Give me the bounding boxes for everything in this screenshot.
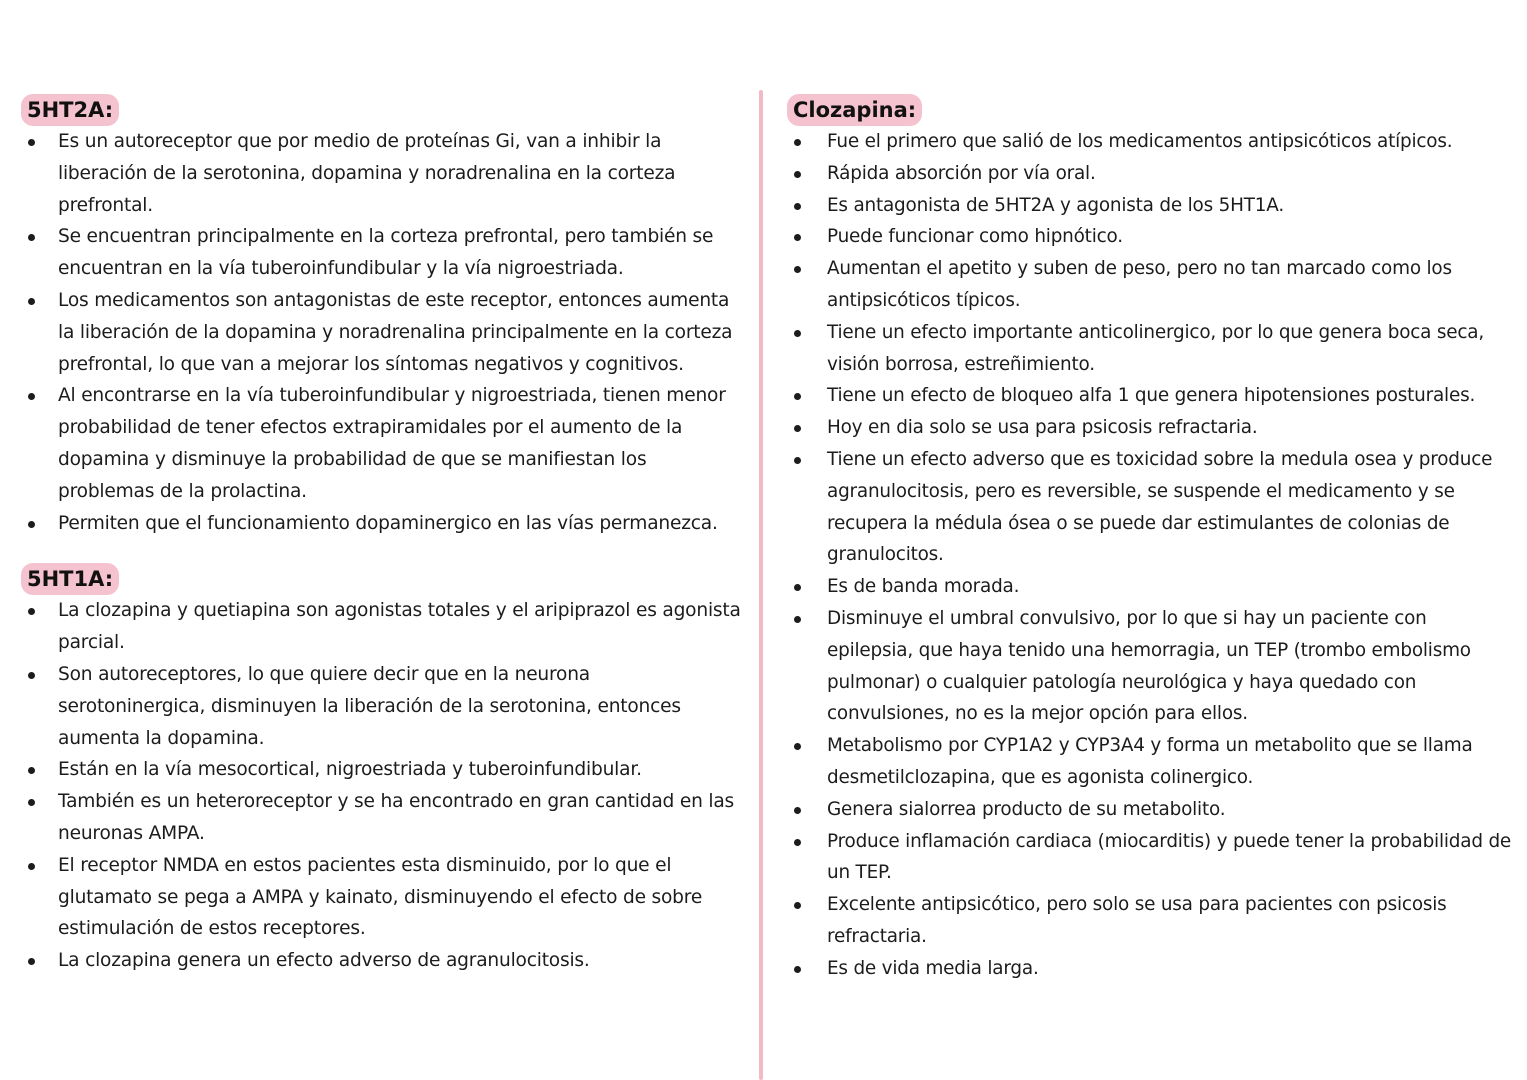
list-item: Excelente antipsicótico, pero solo se usa para pacientes con psicosis refractaria. bbox=[788, 889, 1518, 953]
list-item: Los medicamentos son antagonistas de este receptor, entonces aumenta la liberación de la dopamina y noradrenalina principalmente en la corteza prefrontal, lo que van a mejorar los síntomas negativos y cognitivos. bbox=[22, 285, 742, 380]
section-heading: Clozapina: bbox=[787, 94, 922, 126]
bullet-list bbox=[22, 126, 742, 539]
section-5ht2a bbox=[22, 94, 742, 539]
list-item: Fue el primero que salió de los medicamentos antipsicóticos atípicos. bbox=[788, 126, 1518, 158]
section-heading: 5HT2A: bbox=[21, 94, 119, 126]
list-item: Se encuentran principalmente en la corteza prefrontal, pero también se encuentran en la vía tuberoinfundibular y la vía nigroestriada. bbox=[22, 221, 742, 285]
list-item: Disminuye el umbral convulsivo, por lo que si hay un paciente con epilepsia, que haya tenido una hemorragia, un TEP (trombo embolismo pulmonar) o cualquier patología neurológica y haya quedado con convulsiones, no es la mejor opción para ellos. bbox=[788, 603, 1518, 730]
section-5ht1a bbox=[22, 563, 742, 977]
list-item: Permiten que el funcionamiento dopaminergico en las vías permanezca. bbox=[22, 508, 742, 540]
list-item: Tiene un efecto importante anticolinergico, por lo que genera boca seca, visión borrosa, estreñimiento. bbox=[788, 317, 1518, 381]
column-divider bbox=[759, 90, 763, 1080]
list-item: Al encontrarse en la vía tuberoinfundibular y nigroestriada, tienen menor probabilidad de tener efectos extrapiramidales por el aumento de la dopamina y disminuye la probabilidad de que se manifiestan los problemas de la prolactina. bbox=[22, 380, 742, 507]
right-column bbox=[788, 94, 1518, 985]
section-clozapina bbox=[788, 94, 1518, 985]
bullet-list bbox=[788, 126, 1518, 985]
list-item: El receptor NMDA en estos pacientes esta disminuido, por lo que el glutamato se pega a AMPA y kainato, disminuyendo el efecto de sobre estimulación de estos receptores. bbox=[22, 850, 742, 945]
list-item: La clozapina y quetiapina son agonistas totales y el aripiprazol es agonista parcial. bbox=[22, 595, 742, 659]
list-item: Tiene un efecto adverso que es toxicidad sobre la medula osea y produce agranulocitosis, pero es reversible, se suspende el medicamento y se recupera la médula ósea o se puede dar estimulantes de colonias de granulocitos. bbox=[788, 444, 1518, 571]
left-column bbox=[22, 94, 742, 977]
list-item: También es un heteroreceptor y se ha encontrado en gran cantidad en las neuronas AMPA. bbox=[22, 786, 742, 850]
list-item: Genera sialorrea producto de su metabolito. bbox=[788, 794, 1518, 826]
list-item: Metabolismo por CYP1A2 y CYP3A4 y forma un metabolito que se llama desmetilclozapina, que es agonista colinergico. bbox=[788, 730, 1518, 794]
list-item: Es un autoreceptor que por medio de proteínas Gi, van a inhibir la liberación de la serotonina, dopamina y noradrenalina en la corteza prefrontal. bbox=[22, 126, 742, 221]
list-item: Aumentan el apetito y suben de peso, pero no tan marcado como los antipsicóticos típicos. bbox=[788, 253, 1518, 317]
section-heading: 5HT1A: bbox=[21, 563, 119, 595]
list-item: La clozapina genera un efecto adverso de agranulocitosis. bbox=[22, 945, 742, 977]
list-item: Es de vida media larga. bbox=[788, 953, 1518, 985]
list-item: Son autoreceptores, lo que quiere decir que en la neurona serotoninergica, disminuyen la liberación de la serotonina, entonces aumenta la dopamina. bbox=[22, 659, 742, 754]
list-item: Tiene un efecto de bloqueo alfa 1 que genera hipotensiones posturales. bbox=[788, 380, 1518, 412]
list-item: Están en la vía mesocortical, nigroestriada y tuberoinfundibular. bbox=[22, 754, 742, 786]
list-item: Produce inflamación cardiaca (miocarditis) y puede tener la probabilidad de un TEP. bbox=[788, 826, 1518, 890]
list-item: Hoy en dia solo se usa para psicosis refractaria. bbox=[788, 412, 1518, 444]
bullet-list bbox=[22, 595, 742, 977]
list-item: Rápida absorción por vía oral. bbox=[788, 158, 1518, 190]
list-item: Es de banda morada. bbox=[788, 571, 1518, 603]
list-item: Puede funcionar como hipnótico. bbox=[788, 221, 1518, 253]
list-item: Es antagonista de 5HT2A y agonista de los 5HT1A. bbox=[788, 190, 1518, 222]
